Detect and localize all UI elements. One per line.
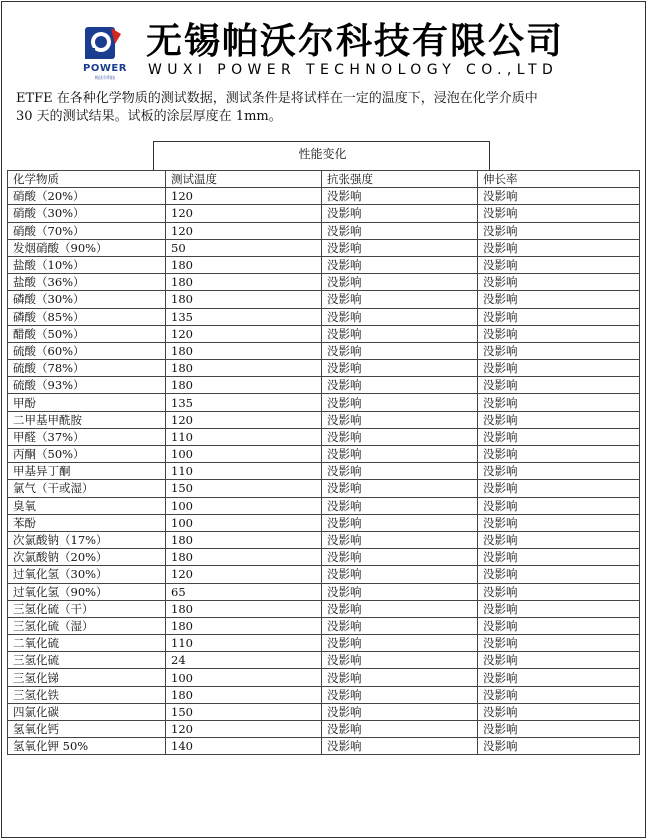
- cell-temperature: 65: [166, 583, 322, 600]
- cell-elongation: 没影响: [478, 256, 640, 273]
- cell-tensile-strength: 没影响: [322, 239, 478, 256]
- column-header-chemical: 化学物质: [8, 171, 166, 188]
- cell-chemical: 甲酚: [8, 394, 166, 411]
- cell-temperature: 110: [166, 635, 322, 652]
- cell-elongation: 没影响: [478, 342, 640, 359]
- table-row: [8, 703, 640, 720]
- cell-temperature: 180: [166, 377, 322, 394]
- cell-temperature: 180: [166, 342, 322, 359]
- table-row: [8, 686, 640, 703]
- column-header-elongation: 伸长率: [478, 171, 640, 188]
- cell-tensile-strength: 没影响: [322, 669, 478, 686]
- cell-elongation: 没影响: [478, 583, 640, 600]
- cell-temperature: 180: [166, 617, 322, 634]
- cell-elongation: 没影响: [478, 274, 640, 291]
- cell-chemical: 硫酸（60%）: [8, 342, 166, 359]
- cell-chemical: 氯气（干或湿）: [8, 480, 166, 497]
- table-row: [8, 274, 640, 291]
- cell-chemical: 三氢化硫（湿）: [8, 617, 166, 634]
- performance-change-header: [153, 141, 490, 170]
- table-row: [8, 428, 640, 445]
- cell-elongation: 没影响: [478, 222, 640, 239]
- cell-tensile-strength: 没影响: [322, 703, 478, 720]
- table-row: [8, 394, 640, 411]
- cell-temperature: 110: [166, 463, 322, 480]
- cell-chemical: 磷酸（85%）: [8, 308, 166, 325]
- table-row: [8, 549, 640, 566]
- table-row: [8, 480, 640, 497]
- table-row: [8, 463, 640, 480]
- cell-chemical: 过氧化氢（30%）: [8, 566, 166, 583]
- cell-chemical: 甲醛（37%）: [8, 428, 166, 445]
- cell-tensile-strength: 没影响: [322, 721, 478, 738]
- cell-chemical: 硫酸（93%）: [8, 377, 166, 394]
- cell-tensile-strength: 没影响: [322, 549, 478, 566]
- cell-elongation: 没影响: [478, 377, 640, 394]
- cell-tensile-strength: 没影响: [322, 480, 478, 497]
- cell-elongation: 没影响: [478, 617, 640, 634]
- table-row: [8, 377, 640, 394]
- table-row: [8, 583, 640, 600]
- table-row: [8, 188, 640, 205]
- cell-chemical: 三氢化硫: [8, 652, 166, 669]
- cell-tensile-strength: 没影响: [322, 514, 478, 531]
- cell-elongation: 没影响: [478, 497, 640, 514]
- table-row: [8, 239, 640, 256]
- cell-chemical: 二甲基甲酰胺: [8, 411, 166, 428]
- cell-temperature: 150: [166, 480, 322, 497]
- cell-elongation: 没影响: [478, 635, 640, 652]
- table-row: [8, 635, 640, 652]
- cell-temperature: 180: [166, 291, 322, 308]
- cell-chemical: 盐酸（36%）: [8, 274, 166, 291]
- cell-temperature: 120: [166, 566, 322, 583]
- cell-tensile-strength: 没影响: [322, 274, 478, 291]
- table-row: [8, 256, 640, 273]
- cell-tensile-strength: 没影响: [322, 463, 478, 480]
- cell-tensile-strength: 没影响: [322, 600, 478, 617]
- cell-tensile-strength: 没影响: [322, 342, 478, 359]
- cell-chemical: 硝酸（20%）: [8, 188, 166, 205]
- performance-change-title: 性能变化: [298, 147, 347, 161]
- intro-line-1: ETFE 在各种化学物质的测试数据，测试条件是将试样在一定的温度下，浸泡在化学介质中: [16, 91, 538, 106]
- cell-chemical: 三氢化锑: [8, 669, 166, 686]
- cell-elongation: 没影响: [478, 549, 640, 566]
- table-body: [8, 188, 640, 755]
- cell-chemical: 臭氧: [8, 497, 166, 514]
- cell-tensile-strength: 没影响: [322, 308, 478, 325]
- intro-paragraph: [16, 90, 606, 126]
- cell-elongation: 没影响: [478, 188, 640, 205]
- cell-tensile-strength: 没影响: [322, 394, 478, 411]
- cell-elongation: 没影响: [478, 480, 640, 497]
- table-row: [8, 566, 640, 583]
- cell-elongation: 没影响: [478, 566, 640, 583]
- column-header-tensile-strength: 抗张强度: [322, 171, 478, 188]
- cell-tensile-strength: 没影响: [322, 686, 478, 703]
- cell-elongation: 没影响: [478, 394, 640, 411]
- cell-tensile-strength: 没影响: [322, 291, 478, 308]
- table-row: [8, 652, 640, 669]
- cell-elongation: 没影响: [478, 738, 640, 755]
- cell-temperature: 100: [166, 514, 322, 531]
- cell-tensile-strength: 没影响: [322, 738, 478, 755]
- letterhead: [0, 0, 647, 85]
- table-row: [8, 342, 640, 359]
- company-logo: [80, 24, 130, 80]
- cell-chemical: 次氯酸钠（20%）: [8, 549, 166, 566]
- cell-temperature: 135: [166, 394, 322, 411]
- cell-tensile-strength: 没影响: [322, 256, 478, 273]
- cell-elongation: 没影响: [478, 360, 640, 377]
- cell-tensile-strength: 没影响: [322, 583, 478, 600]
- cell-tensile-strength: 没影响: [322, 377, 478, 394]
- cell-temperature: 140: [166, 738, 322, 755]
- cell-chemical: 醋酸（50%）: [8, 325, 166, 342]
- table-row: [8, 411, 640, 428]
- cell-tensile-strength: 没影响: [322, 652, 478, 669]
- cell-elongation: 没影响: [478, 531, 640, 548]
- logo-wordmark: POWER: [83, 63, 127, 74]
- cell-tensile-strength: 没影响: [322, 446, 478, 463]
- column-header-temperature: 测试温度: [166, 171, 322, 188]
- cell-temperature: 100: [166, 497, 322, 514]
- cell-temperature: 180: [166, 549, 322, 566]
- table-row: [8, 205, 640, 222]
- cell-temperature: 120: [166, 325, 322, 342]
- cell-chemical: 盐酸（10%）: [8, 256, 166, 273]
- table-row: [8, 738, 640, 755]
- cell-temperature: 120: [166, 721, 322, 738]
- cell-chemical: 磷酸（30%）: [8, 291, 166, 308]
- cell-tensile-strength: 没影响: [322, 617, 478, 634]
- intro-line-2: 30 天的测试结果。试板的涂层厚度在 1mm。: [16, 109, 282, 124]
- table-row: [8, 531, 640, 548]
- table-row: [8, 600, 640, 617]
- table-row: [8, 617, 640, 634]
- cell-tensile-strength: 没影响: [322, 411, 478, 428]
- cell-chemical: 次氯酸钠（17%）: [8, 531, 166, 548]
- cell-temperature: 50: [166, 239, 322, 256]
- cell-chemical: 二氧化硫: [8, 635, 166, 652]
- cell-elongation: 没影响: [478, 291, 640, 308]
- cell-temperature: 24: [166, 652, 322, 669]
- cell-elongation: 没影响: [478, 600, 640, 617]
- power-logo-icon: [83, 24, 123, 62]
- cell-chemical: 三氢化铁: [8, 686, 166, 703]
- cell-chemical: 氢氧化钙: [8, 721, 166, 738]
- cell-chemical: 硝酸（70%）: [8, 222, 166, 239]
- table-row: [8, 497, 640, 514]
- table-row: [8, 721, 640, 738]
- cell-temperature: 100: [166, 669, 322, 686]
- cell-tensile-strength: 没影响: [322, 222, 478, 239]
- cell-elongation: 没影响: [478, 686, 640, 703]
- chemical-resistance-table: [7, 170, 640, 755]
- cell-temperature: 120: [166, 188, 322, 205]
- cell-elongation: 没影响: [478, 411, 640, 428]
- cell-temperature: 150: [166, 703, 322, 720]
- cell-chemical: 四氯化碳: [8, 703, 166, 720]
- company-name-english: WUXI POWER TECHNOLOGY CO.,LTD: [148, 62, 559, 78]
- table-row: [8, 360, 640, 377]
- cell-tensile-strength: 没影响: [322, 205, 478, 222]
- cell-temperature: 180: [166, 531, 322, 548]
- cell-elongation: 没影响: [478, 703, 640, 720]
- cell-temperature: 110: [166, 428, 322, 445]
- cell-elongation: 没影响: [478, 428, 640, 445]
- table-row: [8, 308, 640, 325]
- company-name-chinese: 无锡帕沃尔科技有限公司: [146, 21, 565, 62]
- cell-temperature: 180: [166, 686, 322, 703]
- cell-chemical: 氢氧化钾 50%: [8, 738, 166, 755]
- cell-tensile-strength: 没影响: [322, 325, 478, 342]
- cell-elongation: 没影响: [478, 463, 640, 480]
- cell-temperature: 180: [166, 256, 322, 273]
- cell-chemical: 过氧化氢（90%）: [8, 583, 166, 600]
- table-row: [8, 514, 640, 531]
- table-row: [8, 222, 640, 239]
- cell-chemical: 甲基异丁酮: [8, 463, 166, 480]
- cell-temperature: 135: [166, 308, 322, 325]
- table-header-row: [8, 171, 640, 188]
- cell-temperature: 180: [166, 274, 322, 291]
- cell-tensile-strength: 没影响: [322, 360, 478, 377]
- cell-elongation: 没影响: [478, 652, 640, 669]
- cell-chemical: 硫酸（78%）: [8, 360, 166, 377]
- table-row: [8, 291, 640, 308]
- cell-chemical: 硝酸（30%）: [8, 205, 166, 222]
- cell-elongation: 没影响: [478, 446, 640, 463]
- cell-temperature: 120: [166, 222, 322, 239]
- cell-tensile-strength: 没影响: [322, 428, 478, 445]
- cell-elongation: 没影响: [478, 669, 640, 686]
- cell-temperature: 120: [166, 205, 322, 222]
- cell-chemical: 发烟硝酸（90%）: [8, 239, 166, 256]
- cell-elongation: 没影响: [478, 205, 640, 222]
- cell-chemical: 苯酚: [8, 514, 166, 531]
- cell-tensile-strength: 没影响: [322, 497, 478, 514]
- logo-subtext: 帕沃尔科技: [95, 75, 115, 80]
- cell-elongation: 没影响: [478, 721, 640, 738]
- cell-temperature: 100: [166, 446, 322, 463]
- cell-tensile-strength: 没影响: [322, 531, 478, 548]
- cell-elongation: 没影响: [478, 325, 640, 342]
- cell-elongation: 没影响: [478, 514, 640, 531]
- cell-temperature: 180: [166, 360, 322, 377]
- cell-chemical: 丙酮（50%）: [8, 446, 166, 463]
- cell-elongation: 没影响: [478, 308, 640, 325]
- cell-tensile-strength: 没影响: [322, 188, 478, 205]
- table-row: [8, 669, 640, 686]
- cell-chemical: 三氢化硫（干）: [8, 600, 166, 617]
- table-row: [8, 325, 640, 342]
- cell-tensile-strength: 没影响: [322, 566, 478, 583]
- cell-temperature: 120: [166, 411, 322, 428]
- cell-elongation: 没影响: [478, 239, 640, 256]
- table-row: [8, 446, 640, 463]
- cell-tensile-strength: 没影响: [322, 635, 478, 652]
- cell-temperature: 180: [166, 600, 322, 617]
